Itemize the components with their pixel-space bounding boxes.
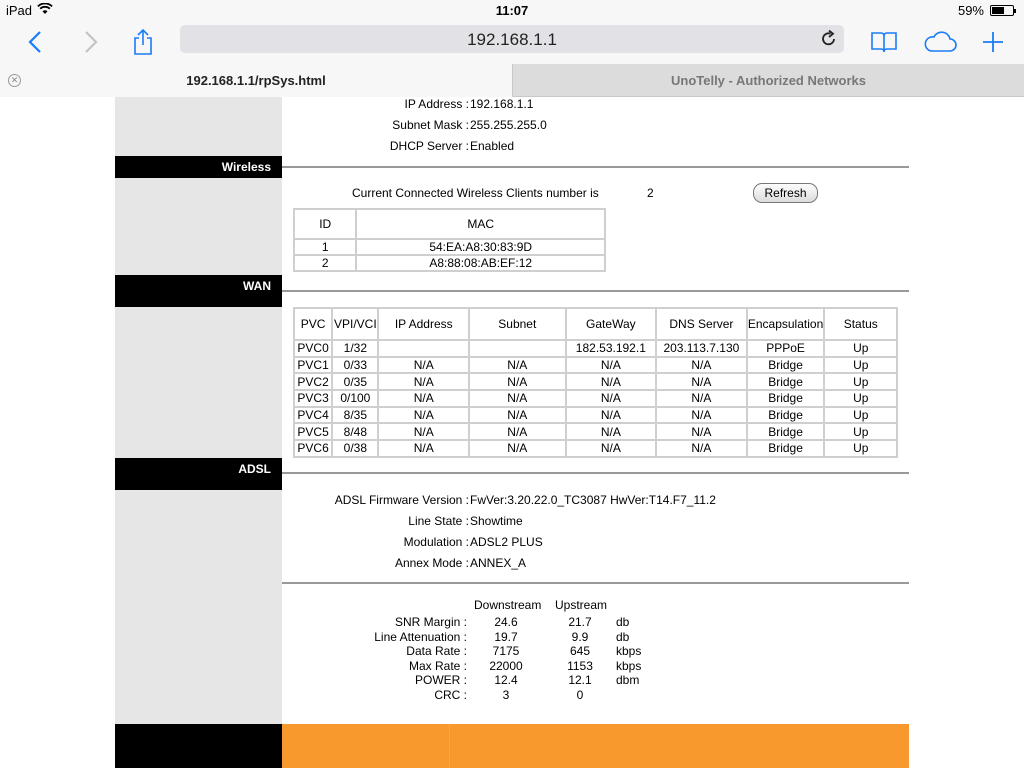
battery-icon [990,5,1014,16]
table-cell: N/A [566,357,657,374]
dhcp-row [282,139,909,155]
battery-percent: 59% [957,3,984,18]
chevron-right-icon [84,30,98,54]
table-row [294,340,897,357]
column-header: PVC [294,308,332,340]
table-cell: N/A [566,423,657,440]
annex-row [282,556,909,572]
table-cell: N/A [656,407,747,424]
table-cell: N/A [378,390,469,407]
footer-divider [449,724,450,768]
table-cell: 0/100 [332,390,378,407]
table-row [294,390,897,407]
wireless-clients-count: 2 [647,186,654,200]
stat-unit: kbps [616,658,642,673]
table-cell: N/A [469,373,566,390]
icloud-tabs-button[interactable] [920,26,960,58]
column-header: GateWay [566,308,657,340]
table-cell: Up [824,423,897,440]
divider [282,166,909,168]
dhcp-label: DHCP Server : [389,139,469,153]
table-row [294,239,605,255]
tab-inactive[interactable] [512,64,1024,97]
column-header: VPI/VCI [332,308,378,340]
battery-fill [992,7,1004,14]
column-header: IP Address [378,308,469,340]
reload-icon[interactable] [821,30,837,52]
table-cell: 54:EA:A8:30:83:9D [356,239,605,255]
column-header: Subnet [469,308,566,340]
table-cell: Bridge [747,407,825,424]
table-cell: N/A [469,357,566,374]
table-cell: PVC1 [294,357,332,374]
upstream-header: Upstream [555,598,608,612]
refresh-button[interactable]: Refresh [753,183,818,203]
table-cell: N/A [469,390,566,407]
table-cell: Bridge [747,440,825,457]
line-state-row [282,514,909,530]
stat-upstream: 9.9 [571,629,589,644]
tab-title: 192.168.1.1/rpSys.html [186,73,326,88]
subnet-mask-value: 255.255.255.0 [470,118,547,132]
table-cell: Up [824,373,897,390]
table-cell: Up [824,340,897,357]
line-state-label: Line State : [408,514,469,528]
tab-bar [0,64,1024,97]
stat-label: CRC : [434,688,467,702]
wireless-clients-label: Current Connected Wireless Clients number is [352,186,599,200]
stat-label: Line Attenuation : [374,629,467,644]
stat-unit: db [616,629,630,644]
router-status-page [0,97,1024,768]
ip-address-label: IP Address : [404,97,469,111]
wireless-clients-table [293,208,606,272]
table-cell: N/A [378,440,469,457]
column-header: Status [824,308,897,340]
stat-downstream: 24.6 [494,615,518,629]
stat-label: SNR Margin : [394,615,467,629]
table-cell: 0/35 [332,373,378,390]
table-cell: Up [824,357,897,374]
stat-upstream: 21.7 [568,615,592,629]
table-cell: A8:88:08:AB:EF:12 [356,255,605,271]
table-cell: N/A [469,407,566,424]
annex-label: Annex Mode : [394,556,469,570]
table-cell: Up [824,390,897,407]
stat-upstream: 1153 [567,658,593,673]
stat-upstream: 0 [576,688,584,702]
column-header: DNS Server [656,308,747,340]
table-cell: Bridge [747,357,825,374]
table-cell: PVC4 [294,407,332,424]
table-cell: PVC5 [294,423,332,440]
table-cell: N/A [378,423,469,440]
table-cell: N/A [656,440,747,457]
new-tab-button[interactable] [978,26,1008,58]
table-cell: 182.53.192.1 [566,340,657,357]
column-header: MAC [356,209,605,239]
ip-address-row [282,97,909,113]
table-cell: Bridge [747,423,825,440]
table-cell: 1/32 [332,340,378,357]
wan-table [293,307,898,458]
section-wan: WAN [115,275,282,307]
table-cell: 0/33 [332,357,378,374]
book-icon [870,30,898,54]
table-cell: N/A [378,373,469,390]
chevron-left-icon [28,30,42,54]
table-row [294,357,897,374]
section-adsl: ADSL [115,458,282,490]
column-header: ID [294,209,356,239]
table-cell: N/A [378,357,469,374]
column-header: Encapsulation [747,308,825,340]
table-cell: PPPoE [747,340,825,357]
table-header-row [294,209,605,239]
table-cell: N/A [566,440,657,457]
table-cell: Bridge [747,390,825,407]
table-header-row [294,308,897,340]
table-cell: N/A [378,407,469,424]
line-state-value: Showtime [470,514,523,528]
stat-unit: db [616,615,630,629]
table-row [294,255,605,271]
status-right [958,3,1014,18]
table-cell: 203.113.7.130 [656,340,747,357]
table-cell: Up [824,407,897,424]
plus-icon [981,30,1005,54]
footer-left [115,724,282,768]
table-cell: N/A [566,373,657,390]
stat-unit: kbps [616,644,642,659]
subnet-mask-row [282,118,909,134]
table-row [294,440,897,457]
table-cell [378,340,469,357]
subnet-mask-label: Subnet Mask : [392,118,469,132]
table-cell: PVC2 [294,373,332,390]
table-cell: N/A [656,390,747,407]
table-cell: N/A [566,407,657,424]
table-cell: 1 [294,239,356,255]
stat-label: POWER : [414,673,467,688]
stat-unit: dbm [616,673,640,688]
device-name: iPad [6,3,33,18]
table-cell [469,340,566,357]
firmware-row [282,493,909,509]
stat-label: Max Rate : [408,658,467,673]
browser-toolbar [0,20,1024,64]
table-cell: 8/48 [332,423,378,440]
footer-bar [282,724,909,768]
modulation-row [282,535,909,551]
stat-downstream: 3 [502,688,510,702]
divider [282,582,909,584]
share-icon [132,28,154,56]
table-cell: N/A [656,357,747,374]
stat-downstream: 22000 [489,658,523,673]
address-text: 192.168.1.1 [467,30,557,49]
stat-upstream: 12.1 [568,673,592,688]
table-cell: PVC6 [294,440,332,457]
status-bar [0,0,1024,20]
table-row [294,407,897,424]
stat-downstream: 19.7 [494,629,518,644]
dhcp-value: Enabled [470,139,515,153]
address-bar[interactable] [180,25,844,53]
left-sidebar [115,97,282,724]
bookmarks-button[interactable] [868,26,900,58]
back-button[interactable] [22,26,48,58]
table-cell: Bridge [747,373,825,390]
modulation-label: Modulation : [403,535,469,549]
ip-address-value: 192.168.1.1 [470,97,534,111]
close-icon[interactable]: ✕ [8,74,21,87]
table-cell: N/A [656,423,747,440]
table-row [294,423,897,440]
table-cell: PVC0 [294,340,332,357]
stat-label: Data Rate : [406,644,467,659]
table-cell: N/A [566,390,657,407]
table-cell: Up [824,440,897,457]
annex-value: ANNEX_A [470,556,527,570]
firmware-label: ADSL Firmware Version : [334,493,469,507]
table-cell: 8/35 [332,407,378,424]
forward-button[interactable] [78,26,104,58]
cloud-icon [922,30,958,54]
table-cell: PVC3 [294,390,332,407]
tab-active[interactable] [0,64,512,97]
share-button[interactable] [128,26,158,58]
divider [282,290,909,292]
table-cell: 0/38 [332,440,378,457]
section-wireless: Wireless [115,156,282,178]
stat-downstream: 7175 [492,644,520,659]
table-cell: N/A [656,373,747,390]
modulation-value: ADSL2 PLUS [470,535,543,549]
stat-upstream: 645 [569,644,591,659]
table-row [294,373,897,390]
stat-downstream: 12.4 [494,673,518,688]
table-cell: N/A [469,423,566,440]
clock: 11:07 [495,3,529,18]
firmware-value: FwVer:3.20.22.0_TC3087 HwVer:T14.F7_11.2 [470,493,716,507]
divider [282,472,909,474]
table-cell: N/A [469,440,566,457]
table-cell: 2 [294,255,356,271]
downstream-header: Downstream [474,598,542,612]
tab-title: UnoTelly - Authorized Networks [670,73,866,88]
